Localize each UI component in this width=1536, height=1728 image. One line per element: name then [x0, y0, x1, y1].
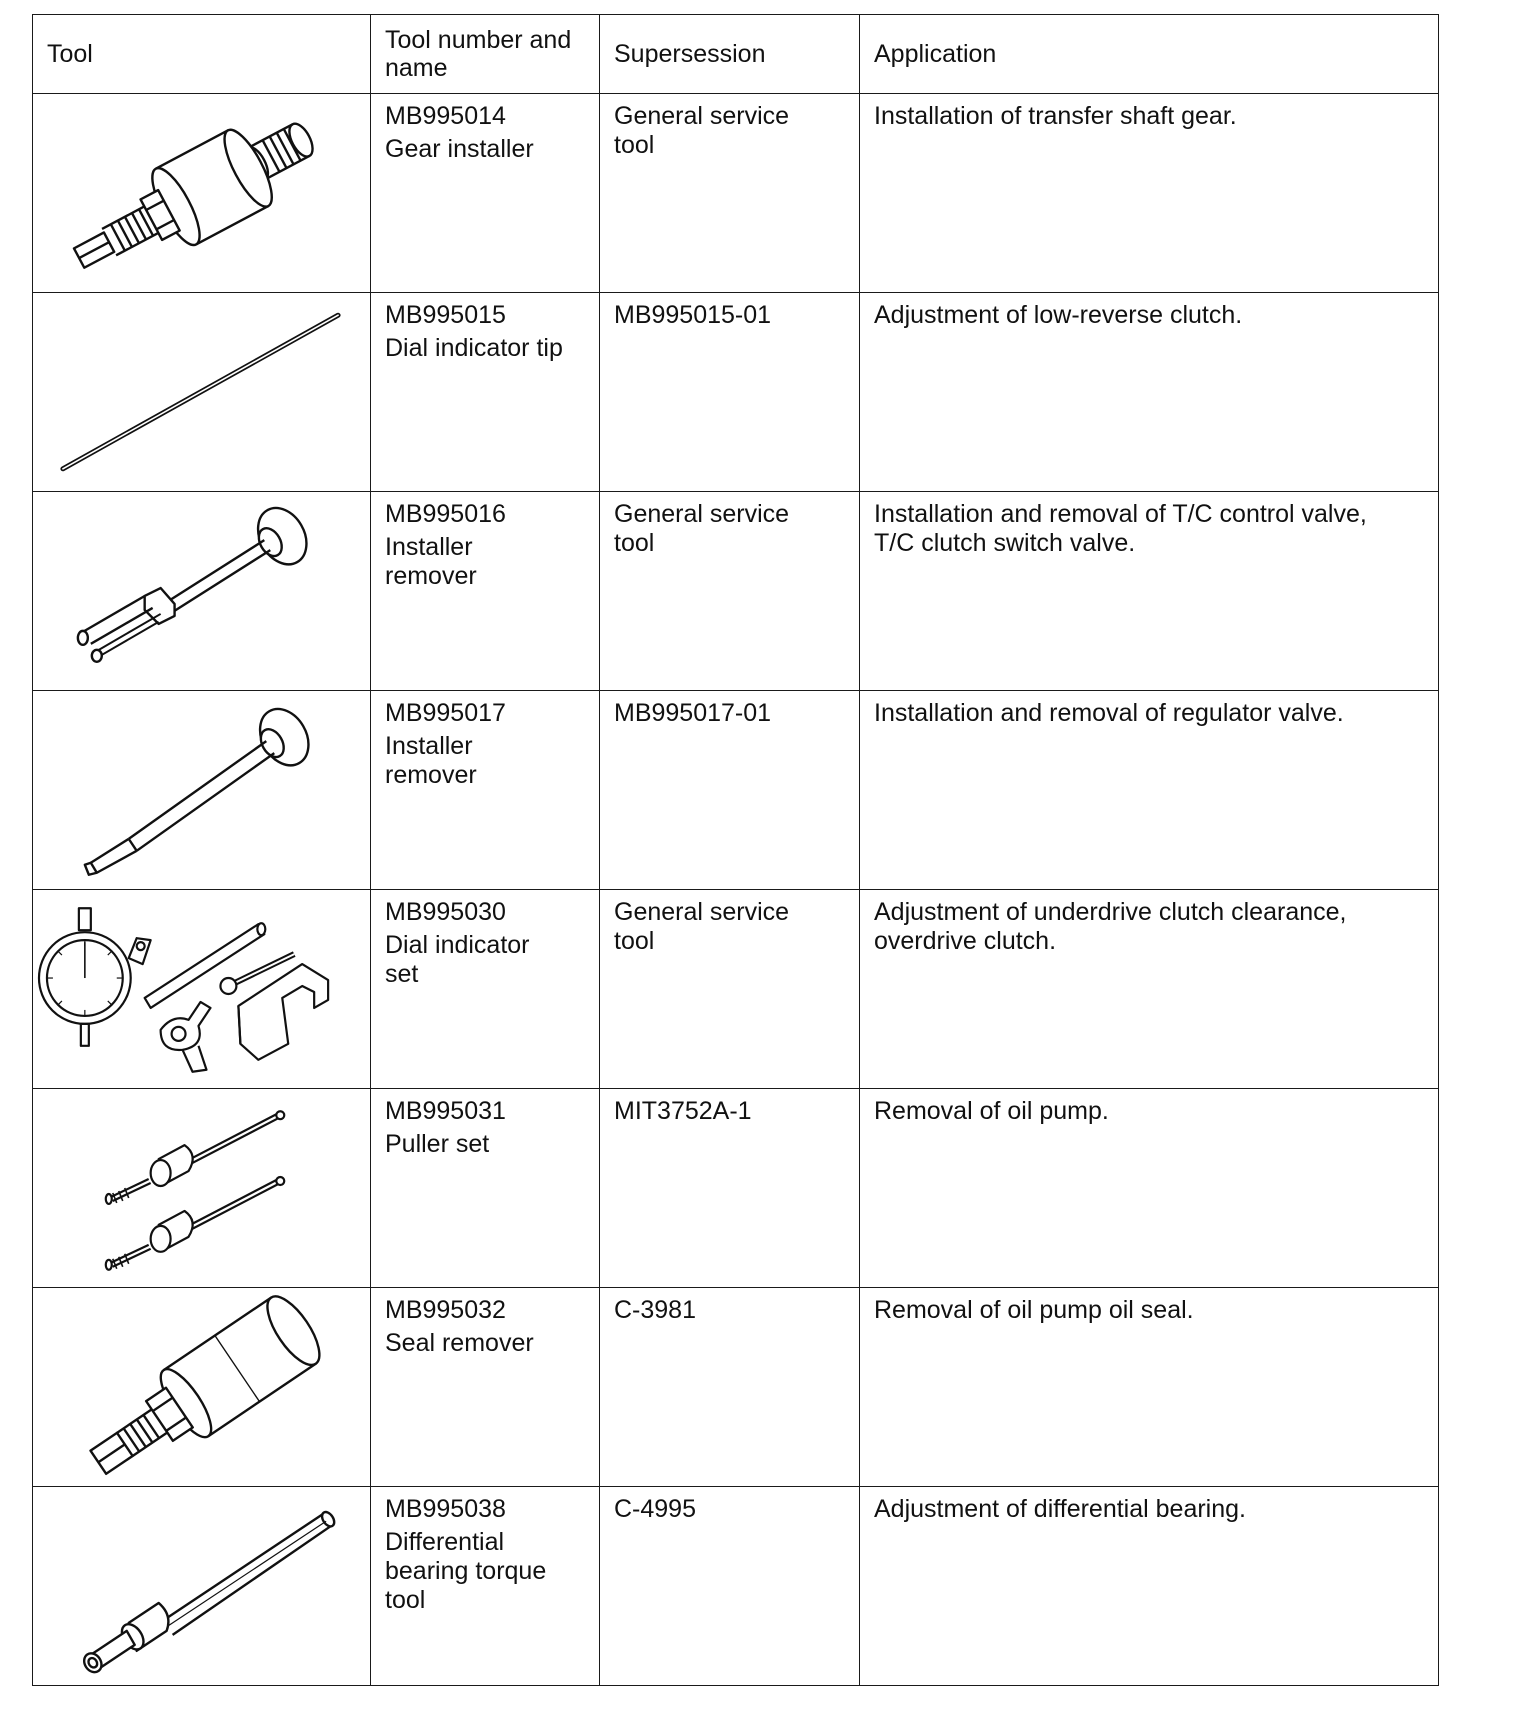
gear-installer-icon [33, 94, 370, 292]
tool-name: remover [385, 761, 477, 789]
tool-name: Seal remover [385, 1329, 534, 1357]
dial-indicator-tip-icon [33, 293, 370, 491]
tool-number: MB995038 [385, 1495, 506, 1523]
application-cell [860, 1487, 1439, 1686]
tool-image-cell [33, 94, 371, 293]
special-tools-sheet [32, 14, 1438, 1686]
application-cell [860, 1089, 1439, 1288]
supersession-cell [600, 691, 860, 890]
tool-name: tool [385, 1586, 426, 1614]
supersession-text: tool [614, 529, 655, 557]
application-cell [860, 691, 1439, 890]
header-supersession: Supersession [600, 15, 860, 94]
tool-number-cell [371, 94, 600, 293]
tool-number: MB995016 [385, 500, 506, 528]
tool-number-cell [371, 492, 600, 691]
supersession-text: General service [614, 500, 790, 528]
installer-remover-icon [33, 492, 370, 690]
tool-name: remover [385, 562, 477, 590]
application-cell [860, 293, 1439, 492]
tool-number: MB995031 [385, 1097, 506, 1125]
table-row [33, 1487, 1439, 1686]
tool-number-cell [371, 1089, 600, 1288]
tool-name: Installer [385, 732, 473, 760]
supersession-cell [600, 890, 860, 1089]
tool-image-cell [33, 890, 371, 1089]
application-text: overdrive clutch. [874, 927, 1057, 955]
supersession-text: C-4995 [614, 1495, 696, 1523]
application-text: Adjustment of low-reverse clutch. [874, 301, 1243, 329]
supersession-text: General service [614, 898, 790, 926]
tool-number: MB995015 [385, 301, 506, 329]
tool-image-cell [33, 293, 371, 492]
tool-name: Puller set [385, 1130, 490, 1158]
application-text: Removal of oil pump. [874, 1097, 1109, 1125]
supersession-cell [600, 94, 860, 293]
special-tools-table [32, 14, 1439, 1686]
tool-number-cell [371, 293, 600, 492]
tool-number-cell [371, 1487, 600, 1686]
application-text: Adjustment of underdrive clutch clearance, [874, 898, 1347, 926]
application-text: Installation and removal of regulator valve. [874, 699, 1344, 727]
table-row [33, 1089, 1439, 1288]
tool-image-cell [33, 691, 371, 890]
tool-name: Dial indicator [385, 931, 530, 959]
tool-number: MB995030 [385, 898, 506, 926]
tool-number-cell [371, 1288, 600, 1487]
application-text: T/C clutch switch valve. [874, 529, 1136, 557]
supersession-text: MB995015-01 [614, 301, 772, 329]
application-cell [860, 1288, 1439, 1487]
tool-number: MB995017 [385, 699, 506, 727]
tool-name: Dial indicator tip [385, 334, 563, 362]
supersession-text: MIT3752A-1 [614, 1097, 752, 1125]
table-row [33, 94, 1439, 293]
application-cell [860, 890, 1439, 1089]
tool-image-cell [33, 492, 371, 691]
tool-name: Differential [385, 1528, 505, 1556]
supersession-text: General service [614, 102, 790, 130]
application-text: Removal of oil pump oil seal. [874, 1296, 1194, 1324]
tool-number-cell [371, 691, 600, 890]
tool-image-cell [33, 1288, 371, 1487]
table-row [33, 293, 1439, 492]
supersession-text: MB995017-01 [614, 699, 772, 727]
header-tool: Tool [33, 15, 371, 94]
supersession-cell [600, 492, 860, 691]
installer-remover-icon [33, 691, 370, 889]
application-text: Installation and removal of T/C control valve, [874, 500, 1367, 528]
seal-remover-icon [33, 1288, 370, 1486]
header-tool-number: Tool number and name [371, 15, 600, 94]
tool-name: set [385, 960, 419, 988]
table-header-row [33, 15, 1439, 94]
header-application: Application [860, 15, 1439, 94]
supersession-text: tool [614, 927, 655, 955]
tool-name: Installer [385, 533, 473, 561]
supersession-cell [600, 293, 860, 492]
supersession-text: tool [614, 131, 655, 159]
tool-image-cell [33, 1089, 371, 1288]
dial-indicator-set-icon [33, 890, 370, 1088]
table-row [33, 1288, 1439, 1487]
supersession-cell [600, 1487, 860, 1686]
differential-bearing-torque-tool-icon [33, 1487, 370, 1685]
supersession-cell [600, 1288, 860, 1487]
table-row [33, 492, 1439, 691]
tool-image-cell [33, 1487, 371, 1686]
table-row [33, 890, 1439, 1089]
tool-number-cell [371, 890, 600, 1089]
application-text: Adjustment of differential bearing. [874, 1495, 1246, 1523]
supersession-text: C-3981 [614, 1296, 696, 1324]
application-cell [860, 94, 1439, 293]
tool-name: Gear installer [385, 135, 534, 163]
table-row [33, 691, 1439, 890]
tool-number: MB995032 [385, 1296, 506, 1324]
supersession-cell [600, 1089, 860, 1288]
tool-name: bearing torque [385, 1557, 547, 1585]
application-text: Installation of transfer shaft gear. [874, 102, 1237, 130]
puller-set-icon [33, 1089, 370, 1287]
tool-number: MB995014 [385, 102, 506, 130]
application-cell [860, 492, 1439, 691]
